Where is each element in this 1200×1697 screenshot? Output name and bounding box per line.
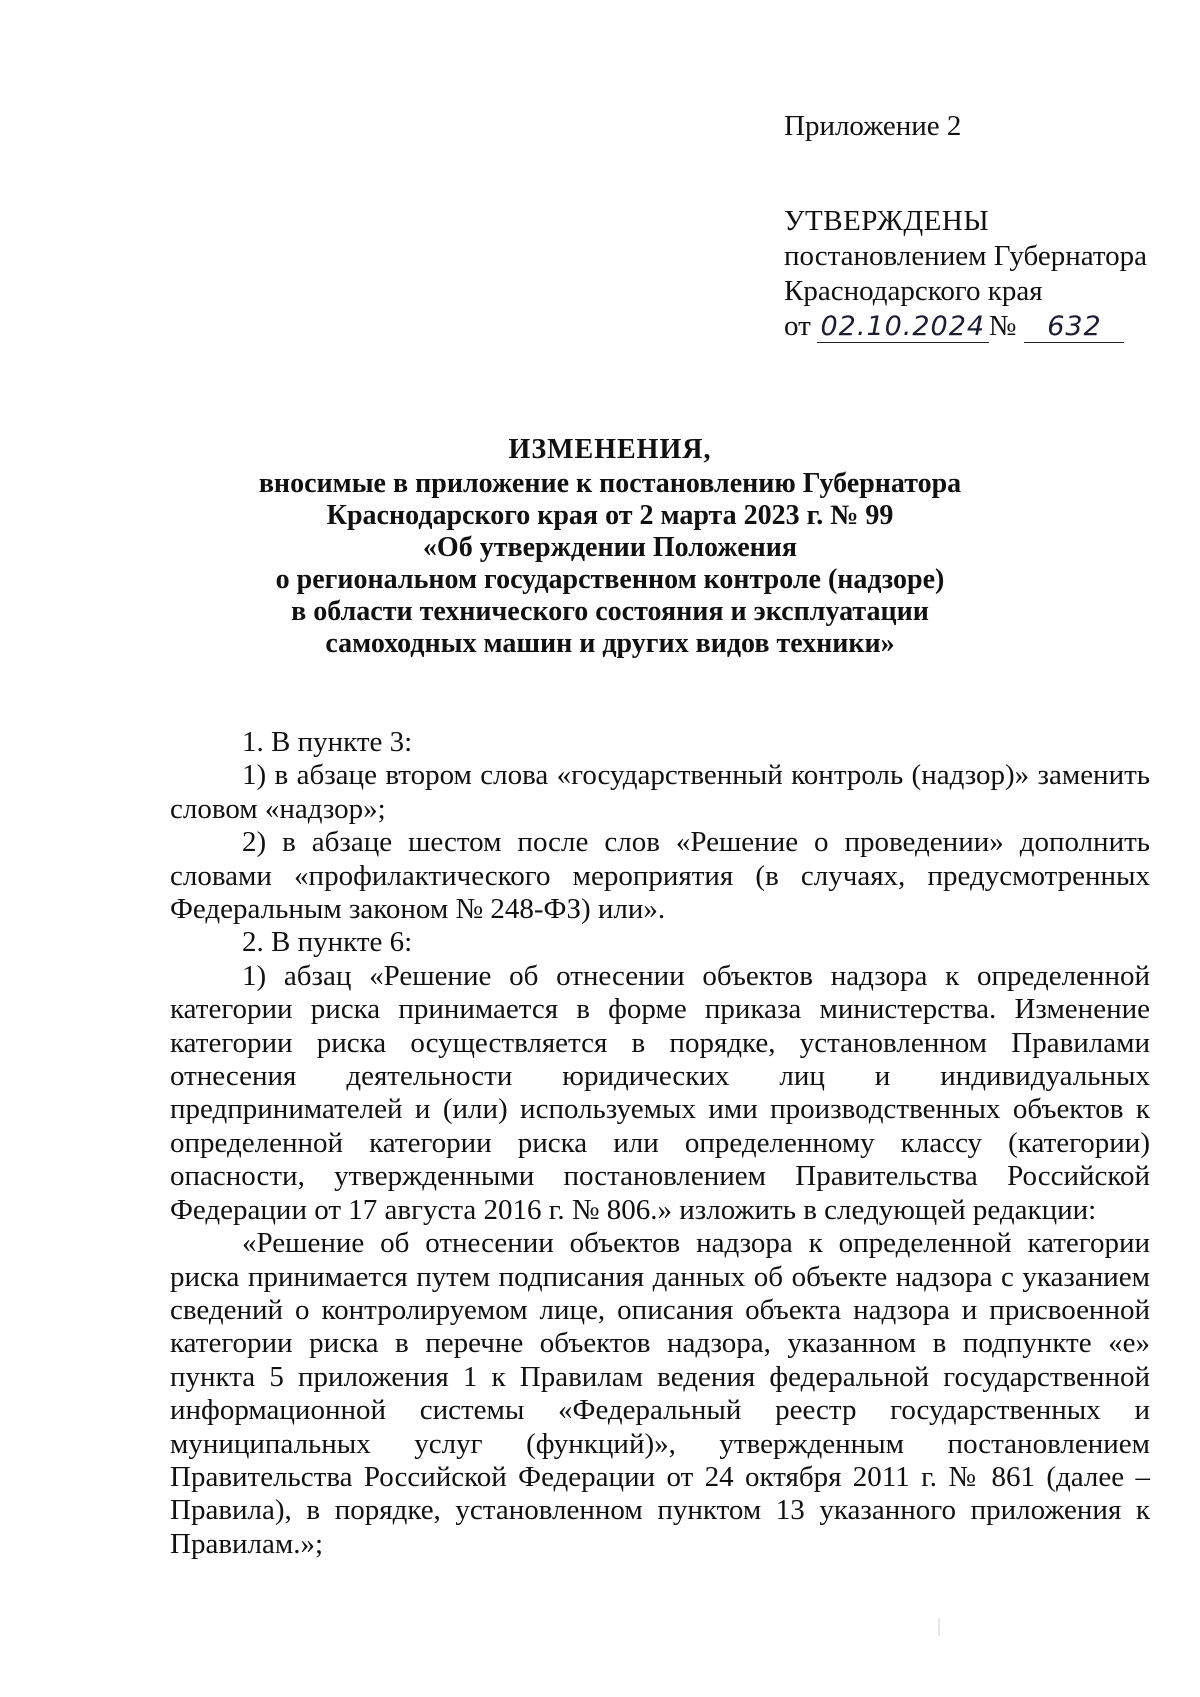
title-line: «Об утверждении Положения <box>422 532 798 563</box>
number-sign: № <box>988 310 1017 342</box>
approval-date-line <box>784 309 1147 344</box>
approval-line-1: постановлением Губернатора <box>784 240 1148 272</box>
paragraph: 2. В пункте 6: <box>242 926 413 959</box>
approval-stamp-block <box>784 204 1147 344</box>
approval-line-2: Краснодарского края <box>784 275 1043 307</box>
paragraph: 1. В пункте 3: <box>242 726 413 758</box>
document-body <box>170 726 1150 1561</box>
title-line: в области технического состояния и эксплуатации <box>291 596 929 627</box>
handwritten-number: 632 <box>1024 312 1124 343</box>
paragraph: 2) в абзаце шестом после слов «Решение о проведении» дополнить словами «профилактического мероприятия (в случаях, предусмотренных Федеральным законом № 248-ФЗ) или». <box>170 826 1150 926</box>
approval-heading: УТВЕРЖДЕНЫ <box>784 205 990 237</box>
document-title <box>170 434 1050 660</box>
appendix-label: Приложение 2 <box>784 110 962 142</box>
title-line: о региональном государственном контроле (надзоре) <box>275 564 945 595</box>
handwritten-date: 02.10.2024 <box>817 312 989 343</box>
title-line: самоходных машин и других видов техники» <box>325 628 895 659</box>
title-line: Краснодарского края от 2 марта 2023 г. № 99 <box>326 500 894 531</box>
paragraph: «Решение об отнесении объектов надзора к определенной категории риска принимается путем подписания данных об объекте надзора с указанием сведений о контролируемом лице, описания объекта надзора и присвоенной категории риска в перечне объектов надзора, указанном в подпункте «е» пункта 5 приложения 1 к Правилам ведения федеральной государственной информационной системы «Федеральный реестр государственных и муниципальных услуг (функций)», утвержденным постановлением Правительства Российской Федерации от 24 октября 2011 г. № 861 (далее – Правила), в порядке, установленном пунктом 13 указанного приложения к Правилам.»; <box>170 1227 1150 1560</box>
paragraph: 1) абзац «Решение об отнесении объектов надзора к определенной категории риска принимается в форме приказа министерства. Изменение категории риска осуществляется в порядке, установленном Правилами отнесения деятельности юридических лиц и индивидуальных предпринимателей и (или) используемых ими производственных объектов к определенной категории риска или определенному классу (категории) опасности, утвержденными постановлением Правительства Российской Федерации от 17 августа 2016 г. № 806.» изложить в следующей редакции: <box>170 959 1150 1226</box>
title-line: вносимые в приложение к постановлению Губернатора <box>258 468 962 499</box>
title-main: ИЗМЕНЕНИЯ, <box>508 434 712 465</box>
scan-artifact <box>938 1618 940 1636</box>
paragraph: 1) в абзаце втором слова «государственный контроль (надзор)» заменить словом «надзор»; <box>170 759 1150 825</box>
date-prefix: от <box>784 310 811 342</box>
